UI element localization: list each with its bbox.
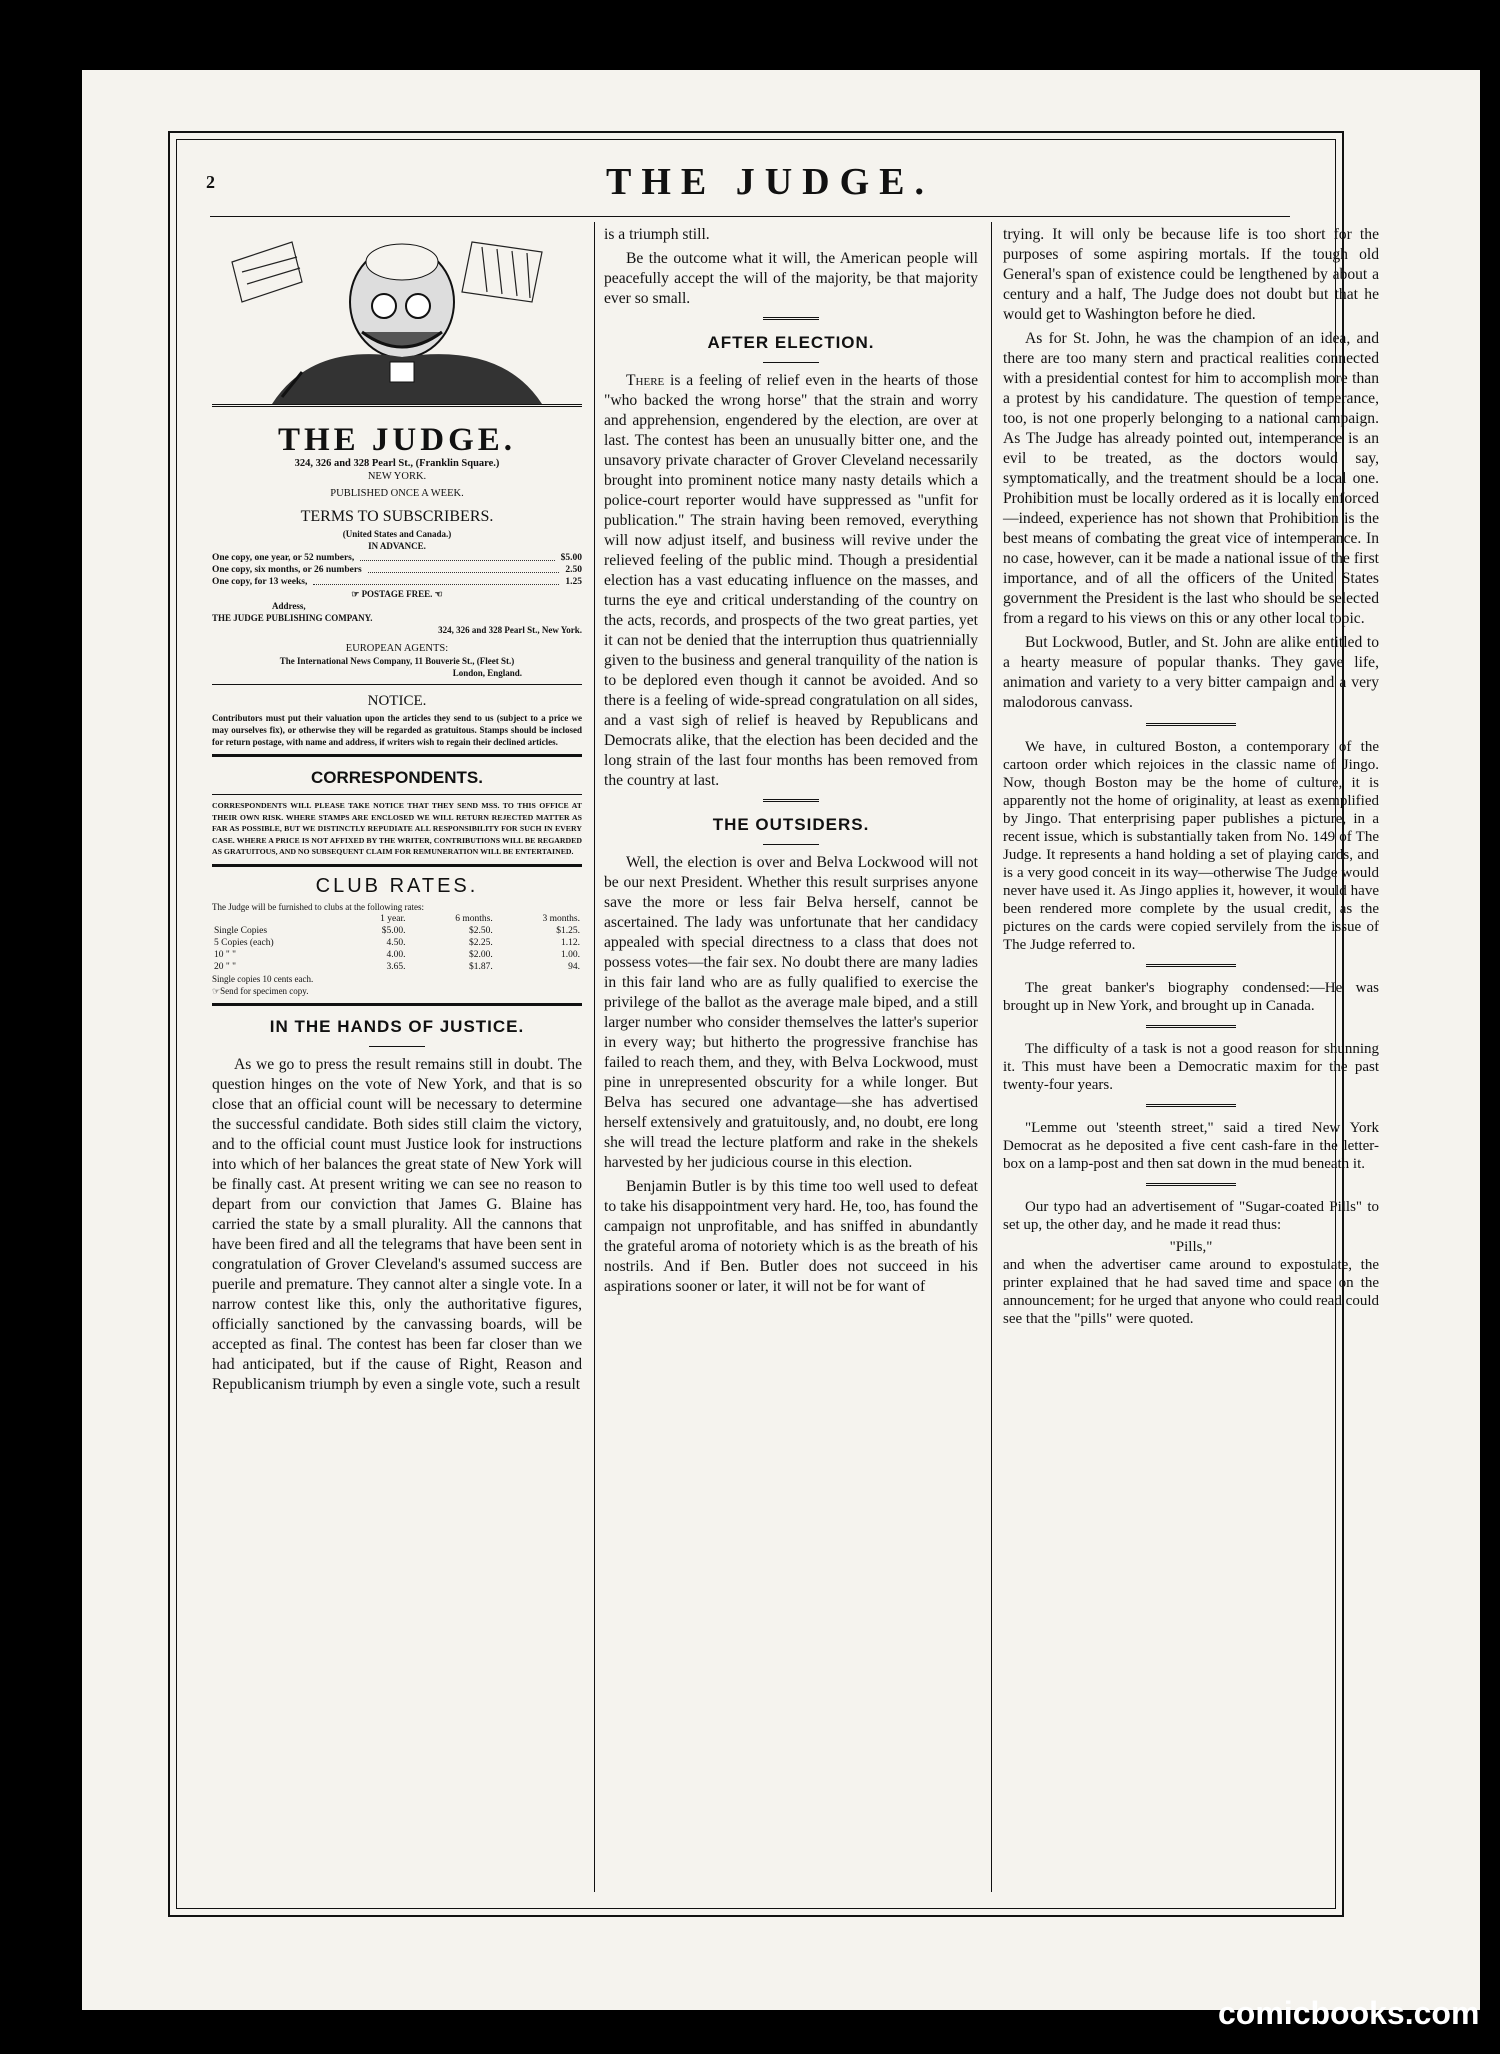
typo-item: Our typo had an advertisement of "Sugar-coated Pills" to set up, the other day, and he made it read thus: bbox=[1003, 1199, 1379, 1233]
outcome-paragraph: Be the outcome what it will, the American people will peacefully accept the will of the majority, be that majority ever so small. bbox=[604, 250, 978, 307]
column-left bbox=[212, 222, 582, 1399]
judge-illustration bbox=[212, 222, 582, 407]
masthead-rule bbox=[210, 216, 1290, 217]
column-divider bbox=[991, 222, 992, 1892]
banker-item: The great banker's biography condensed:—He was brought up in New York, and brought up in Canada. bbox=[1003, 980, 1379, 1014]
rate-row: One copy, six months, or 26 numbers 2.50 bbox=[212, 565, 582, 575]
publication-frequency: PUBLISHED ONCE A WEEK. bbox=[330, 488, 464, 499]
terms-in-advance: IN ADVANCE. bbox=[368, 541, 426, 551]
publisher-address: 324, 326 and 328 Pearl St., (Franklin Square.) bbox=[294, 458, 500, 469]
table-row: Single Copies $5.00. $2.50. $1.25. bbox=[214, 925, 580, 936]
terms-heading: TERMS TO SUBSCRIBERS. bbox=[300, 508, 494, 525]
table-row: 5 Copies (each) 4.50. $2.25. 1.12. bbox=[214, 937, 580, 948]
subscription-rates bbox=[212, 552, 582, 588]
after-election-article: There is a feeling of relief even in the hearts of those "who backed the wrong horse" that the strain and worry and apprehension, engendered by the election, are over at last. The contest has been an unusually bitter one, and the unsavory private character of Grover Cleveland necessarily brought into prominent notice many nasty details which a police-court reporter would have suppressed as "unfit for publication." The strain having been removed, everything will now adjust itself, and business will revive under the relieved feeling of the public mind. Though a presidential election has a vast educating influence on the masses, and turns the eye and critical understanding of the country on the acts, records, and prospects of the two great parties, yet it can not be denied that the interruption thus quatriennially given to the business and general tranquility of the nation is to be deplored even though it cannot be avoided. And so there is a feeling of wide-spread congratulation on all sides, and a vast sigh of relief is heaved by Republicans and Democrats alike, that the election has been decided and the long strain of the last four months has been removed from the country at last. bbox=[604, 372, 978, 789]
pills-quote: "Pills," bbox=[1169, 1239, 1213, 1255]
column-middle bbox=[604, 225, 978, 1301]
club-rates-intro: The Judge will be furnished to clubs at the following rates: bbox=[212, 901, 424, 912]
rate-row: One copy, for 13 weeks, 1.25 bbox=[212, 577, 582, 587]
judge-cartoon-icon bbox=[212, 222, 582, 404]
after-election-heading: AFTER ELECTION. bbox=[707, 333, 875, 352]
watermark: comicbooks.com bbox=[1218, 1995, 1480, 2031]
postage-free: ☞ POSTAGE FREE. ☜ bbox=[351, 589, 443, 599]
company-name: THE JUDGE PUBLISHING COMPANY. bbox=[212, 613, 373, 623]
lockwood-paragraph: But Lockwood, Butler, and St. John are alike entitled to a hearty measure of popular thanks. They gave life, animation and variety to a very bitter campaign and a very malodorous canvass. bbox=[1003, 634, 1379, 711]
company-address: 324, 326 and 328 Pearl St., New York. bbox=[438, 625, 582, 635]
table-row: 20 " " 3.65. $1.87. 94. bbox=[214, 961, 580, 972]
justice-continued: is a triumph still. bbox=[604, 226, 710, 243]
typo-item-end: and when the advertiser came around to expostulate, the printer explained that he had saved time and space on the announcement; for he urged that anyone who could read could see that the "pills" were quoted. bbox=[1003, 1257, 1379, 1327]
st-john-paragraph: As for St. John, he was the champion of an idea, and there are too many stern and practical realities connected with a presidential contest for him to accomplish more than a protest by his candidature. The question of temperance, too, is not one properly belonging to a national campaign. As The Judge has already pointed out, intemperance is an evil to be treated, as the doctors would say, symptomatically, and the treatment should be a local one. Prohibition must be locally ordered as it is locally enforced—indeed, experience has not shown that Prohibition is the best means of combating the great vice of intemperance. In no case, however, can it be made a national issue of the first importance, and of all the officers of the United States government the President is the last who should be selected from a regard to his views on this or any other local topic. bbox=[1003, 330, 1379, 627]
club-rates-table bbox=[212, 913, 582, 973]
club-specimen: ☞Send for specimen copy. bbox=[212, 985, 309, 996]
justice-heading: IN THE HANDS OF JUSTICE. bbox=[269, 1016, 525, 1036]
table-row: 10 " " 4.00. $2.00. 1.00. bbox=[214, 949, 580, 960]
difficulty-item: The difficulty of a task is not a good reason for shunning it. This must have been a Democratic maxim for the past twenty-four years. bbox=[1003, 1041, 1379, 1093]
table-row: 1 year. 6 months. 3 months. bbox=[380, 913, 580, 924]
european-agent: The International News Company, 11 Bouverie St., (Fleet St.) bbox=[279, 656, 515, 666]
butler-continued: trying. It will only be because life is too short for the purposes of some aspiring mortals. If the tough old General's span of existence could be lengthened by about a century and a half, The Judge does not doubt but that he would get to Washington before he died. bbox=[1003, 226, 1379, 323]
butler-paragraph: Benjamin Butler is by this time too well used to defeat to take his disappointment very hard. He, too, has found the campaign not unprofitable, and has sniffed in abundantly the grateful aroma of notoriety which is as the breath of his nostrils. And if Ben. Butler does not succeed in his aspirations sooner or later, it will not be for want of bbox=[604, 1178, 978, 1295]
rate-row: One copy, one year, or 52 numbers, $5.00 bbox=[212, 553, 582, 563]
title-the-judge: THE JUDGE. bbox=[277, 422, 517, 458]
european-city: London, England. bbox=[452, 668, 522, 678]
column-divider bbox=[594, 222, 595, 1892]
boston-jingo-item: We have, in cultured Boston, a contemporary of the cartoon order which rejoices in the classic name of Jingo. Now, though Boston may be the home of culture, it is apparently not the home of originality, at least as exemplified by Jingo. That enterprising paper publishes a picture, in a recent issue, which is substantially taken from No. 149 of The Judge. It represents a hand holding a set of playing cards, and is a very good conceit in its way—otherwise The Judge would never have used it. As Jingo applies it, however, it would have been rendered more complete by the usual credit, as the pictures on the cards were copied servilely from the issue of The Judge referred to. bbox=[1003, 739, 1379, 953]
outsiders-article: Well, the election is over and Belva Lockwood will not be our next President. Whether this result surprises anyone save the more or less fair Belva herself, cannot be ascertained. The lady was unfortunate that her candidacy appealed with special directness to a class that does not possess votes—the fair sex. No doubt there are many ladies in this fair land who are as fully qualified to exercise the privilege of the ballot as the average male biped, and a still larger number who consider themselves the latter's superior in every way; but hitherto the progressive franchise has failed to reach them, and they, with Belva Lockwood, must pine in unrepresented obscurity for a while longer. But Belva has secured one advantage—she has advertised herself extensively and gratuitously, and, no doubt, ere long she will tread the lecture platform and rake in the shekels harvested by her judicious course in this election. bbox=[604, 854, 978, 1171]
column-right bbox=[1003, 225, 1379, 1332]
club-rates-heading: CLUB RATES. bbox=[315, 874, 479, 897]
european-agents-heading: EUROPEAN AGENTS: bbox=[345, 643, 449, 654]
lemme-item: "Lemme out 'steenth street," said a tired New York Democrat as he deposited a five cent cash-fare in the letter-box on a lamp-post and then sat down in the mud beneath it. bbox=[1003, 1120, 1379, 1172]
notice-heading: NOTICE. bbox=[367, 693, 427, 709]
address-label: Address, bbox=[272, 601, 306, 611]
correspondents-text: CORRESPONDENTS WILL PLEASE TAKE NOTICE THAT THEY SEND MSS. TO THIS OFFICE AT THEIR OWN RISK. WHERE STAMPS ARE ENCLOSED WE WILL RETURN REJECTED MATTER AS FAR AS POSSIBLE, BUT WE DISTINCTLY REPUDIATE ALL RESPONSIBILITY FOR SUCH IN EVERY CASE. WHERE A PRICE IS NOT AFFIXED BY THE WRITER, CONTRIBUTIONS WILL BE REGARDED AS GRATUITOUS, AND NO SUBSEQUENT CLAIM FOR REMUNERATION WILL BE ENTERTAINED. bbox=[212, 801, 582, 856]
notice-text: Contributors must put their valuation upon the articles they send to us (subject to a price we may ourselves fix), or otherwise they will be regarded as gratuitous. Stamps should be inclosed for return postage, with name and address, if writers wish to regain their declined articles. bbox=[212, 713, 582, 747]
justice-article: As we go to press the result remains still in doubt. The question hinges on the vote of New York, and that is so close that an official count will be necessary to determine the successful candidate. Both sides still claim the victory, and to the official count must Justice look for instructions into which of her balances the great state of New York will be finally cast. At present writing we can see no reason to depart from our conviction that James G. Blaine has carried the state by a small plurality. All the cannons that have been fired and all the telegrams that have been sent in congratulation of Grover Cleveland's assumed success are puerile and premature. They cannot alter a single vote. In a narrow contest like this, only the authoritative figures, officially sanctioned by the canvassing boards, will be accepted as final. The contest has been far closer than we had anticipated, but if the cause of Right, Reason and Republicanism triumph by even a single vote, such a result bbox=[212, 1055, 582, 1393]
correspondents-heading: CORRESPONDENTS. bbox=[311, 768, 483, 787]
publisher-city: NEW YORK. bbox=[367, 471, 427, 482]
outsiders-heading: THE OUTSIDERS. bbox=[712, 815, 870, 834]
page-number: 2 bbox=[206, 172, 215, 192]
club-single-copies: Single copies 10 cents each. bbox=[212, 973, 314, 984]
masthead-title: THE JUDGE. bbox=[605, 161, 935, 203]
terms-subheading: (United States and Canada.) bbox=[342, 529, 452, 539]
